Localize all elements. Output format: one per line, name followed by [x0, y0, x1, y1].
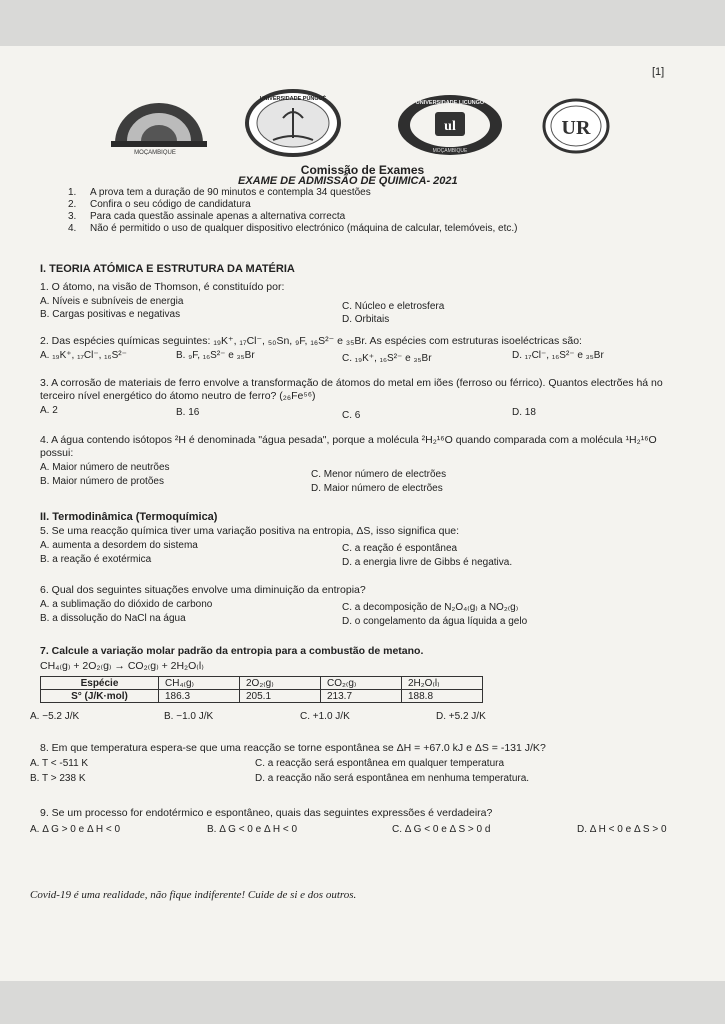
table-header: 2O₂₍g₎	[240, 677, 321, 690]
q8-option-b[interactable]: B. T > 238 K	[30, 773, 86, 784]
q8-option-a[interactable]: A. T < -511 K	[30, 758, 89, 769]
question-2: 2. Das espécies químicas seguintes: ₁₉K⁺, ₁₇Cl⁻, ₅₀Sn, ₉F, ₁₆S²⁻ e ₃₅Br. As espécies com estruturas isoeléctricas são:	[40, 335, 582, 347]
question-4-cont: possui:	[40, 447, 74, 459]
question-3: 3. A corrosão de materiais de ferro envolve a transformação de átomos do metal em iões (ferroso ou férrico). Quantos electrões há no	[40, 377, 663, 389]
q6-option-a[interactable]: A. a sublimação do dióxido de carbono	[40, 599, 213, 610]
table-header: 2H₂O₍l₎	[402, 677, 483, 690]
q2-option-a[interactable]: A. ₁₉K⁺, ₁₇Cl⁻, ₁₆S²⁻	[40, 350, 127, 361]
q3-option-a[interactable]: A. 2	[40, 405, 58, 416]
section-heading: I. TEORIA ATÓMICA E ESTRUTURA DA MATÉRIA	[40, 263, 295, 275]
table-cell: 186.3	[159, 690, 240, 703]
question-1: 1. O átomo, na visão de Thomson, é constituído por:	[40, 281, 285, 293]
table-cell: 205.1	[240, 690, 321, 703]
table-header: CH₄₍g₎	[159, 677, 240, 690]
table-header-row	[41, 677, 483, 690]
table-cell: 213.7	[321, 690, 402, 703]
q5-option-c[interactable]: C. a reação é espontânea	[342, 543, 458, 554]
q4-option-d[interactable]: D. Maior número de electrões	[311, 483, 443, 494]
table-row-label: S° (J/K·mol)	[41, 690, 159, 703]
rule-1: 1. A prova tem a duração de 90 minutos e contempla 34 questões	[68, 187, 371, 198]
q1-option-b[interactable]: B. Cargas positivas e negativas	[40, 309, 181, 320]
rule-4: 4. Não é permitido o uso de qualquer dispositivo electrónico (máquina de calcular, telemóveis, etc.)	[68, 223, 518, 234]
unilicungo-logo-text: UNIVERSIDADE LICUNGO	[415, 100, 485, 106]
q7-option-c[interactable]: C. +1.0 J/K	[300, 711, 350, 722]
question-6: 6. Qual dos seguintes situações envolve uma diminuição da entropia?	[40, 584, 366, 596]
unilicungo-logo	[395, 92, 505, 158]
q3-option-d[interactable]: D. 18	[512, 407, 536, 418]
unirovuma-logo	[540, 96, 612, 156]
q9-option-d[interactable]: D. Δ H < 0 e Δ S > 0	[577, 824, 667, 835]
q7-option-a[interactable]: A. −5.2 J/K	[30, 711, 80, 722]
q2-option-c[interactable]: C. ₁₉K⁺, ₁₆S²⁻ e ₃₅Br	[342, 353, 432, 364]
question-5: 5. Se uma reacção química tiver uma variação positiva na entropia, ΔS, isso significa que:	[40, 525, 460, 537]
unilicungo-mark: ul	[444, 119, 456, 134]
rule-3: 3. Para cada questão assinale apenas a alternativa correcta	[68, 211, 346, 222]
section-heading-2: II. Termodinâmica (Termoquímica)	[40, 511, 218, 523]
q7-option-d[interactable]: D. +5.2 J/K	[436, 711, 486, 722]
unilicungo-logo-subtext: MOÇAMBIQUE	[432, 148, 468, 154]
question-9: 9. Se um processo for endotérmico e espontâneo, quais das seguintes expressões é verdadeira?	[40, 807, 493, 819]
exam-commission-title: Comissão de Exames	[300, 163, 425, 177]
q2-option-b[interactable]: B. ₉F, ₁₆S²⁻ e ₃₅Br	[176, 350, 255, 361]
footer-note: Covid-19 é uma realidade, não fique indiferente! Cuide de si e dos outros.	[30, 889, 357, 901]
question-7: 7. Calcule a variação molar padrão da entropia para a combustão de metano.	[40, 645, 424, 657]
q7-equation: CH₄₍g₎ + 2O₂₍g₎ → CO₂₍g₎ + 2H₂O₍l₎	[40, 660, 204, 672]
q3-option-c[interactable]: C. 6	[342, 410, 361, 421]
q7-option-b[interactable]: B. −1.0 J/K	[164, 711, 214, 722]
q2-option-d[interactable]: D. ₁₇Cl⁻, ₁₆S²⁻ e ₃₅Br	[512, 350, 604, 361]
q8-option-c[interactable]: C. a reacção será espontânea em qualquer temperatura	[255, 758, 505, 769]
page-number: [1]	[652, 66, 665, 78]
q4-option-c[interactable]: C. Menor número de electrões	[311, 469, 447, 480]
q5-option-a[interactable]: A. aumenta a desordem do sistema	[40, 540, 198, 551]
q5-option-b[interactable]: B. a reação é exotérmica	[40, 554, 152, 565]
uem-logo	[107, 97, 212, 155]
q5-option-d[interactable]: D. a energia livre de Gibbs é negativa.	[342, 557, 513, 568]
q1-option-a[interactable]: A. Níveis e subníveis de energia	[40, 296, 184, 307]
question-8: 8. Em que temperatura espera-se que uma reacção se torne espontânea se ΔH = +67.0 kJ e ΔS = -131 J/K?	[40, 742, 546, 754]
uem-logo-text: MOÇAMBIQUE	[134, 150, 176, 155]
question-3-cont: terceiro nível energético do átomo neutro de ferro? (₂₆Fe⁵⁶)	[40, 390, 316, 402]
q1-option-d[interactable]: D. Orbitais	[342, 314, 390, 325]
q1-option-c[interactable]: C. Núcleo e eletrosfera	[342, 301, 445, 312]
q8-option-d[interactable]: D. a reacção não será espontânea em nenhuma temperatura.	[255, 773, 530, 784]
table-cell: 188.8	[402, 690, 483, 703]
q3-option-b[interactable]: B. 16	[176, 407, 200, 418]
q4-option-a[interactable]: A. Maior número de neutrões	[40, 462, 170, 473]
table-header: CO₂₍g₎	[321, 677, 402, 690]
entropy-table	[40, 676, 483, 703]
q6-option-d[interactable]: D. o congelamento da água líquida a gelo	[342, 616, 528, 627]
table-row	[41, 690, 483, 703]
q9-option-a[interactable]: A. Δ G > 0 e Δ H < 0	[30, 824, 121, 835]
question-4: 4. A água contendo isótopos ²H é denominada "água pesada", porque a molécula ²H₂¹⁶O quando comparada com a molécula ¹H₂¹⁶O	[40, 434, 657, 446]
unirovuma-mark: UR	[561, 117, 591, 139]
q9-option-b[interactable]: B. Δ G < 0 e Δ H < 0	[207, 824, 298, 835]
q6-option-c[interactable]: C. a decomposição de N₂O₄₍g₎ a NO₂₍g₎	[342, 602, 519, 613]
unipungue-logo-text: UNIVERSIDADE PÚNGUÈ	[259, 96, 327, 102]
q4-option-b[interactable]: B. Maior número de protões	[40, 476, 164, 487]
q6-option-b[interactable]: B. a dissolução do NaCl na água	[40, 613, 186, 624]
unipungue-logo	[243, 88, 343, 158]
table-header: Espécie	[41, 677, 159, 690]
exam-title: EXAME DE ADMISSÃO DE QUIMICA- 2021	[238, 175, 458, 187]
rule-2: 2. Confira o seu código de candidatura	[68, 199, 251, 210]
q9-option-c[interactable]: C. Δ G < 0 e Δ S > 0 d	[392, 824, 491, 835]
